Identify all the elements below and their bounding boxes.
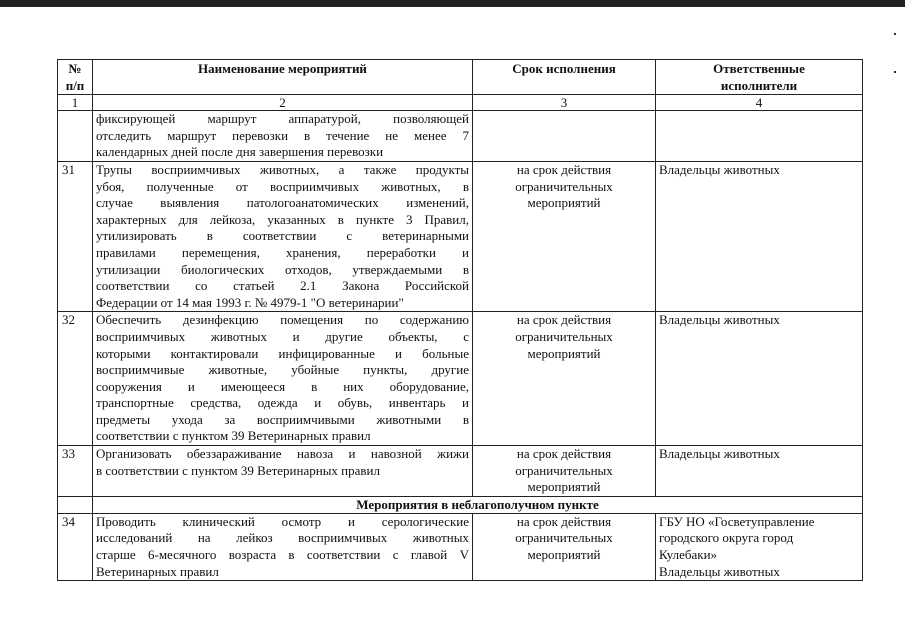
table-row (58, 312, 863, 446)
measure-name-cell (93, 446, 473, 497)
measure-name-line: Федерации от 14 мая 1993 г. № 4979-1 "О ветеринарии" (96, 294, 404, 310)
header-responsible: Ответственные исполнители (656, 60, 863, 95)
measure-name-cell (93, 111, 473, 162)
row-number: 31 (58, 161, 93, 311)
header-row (58, 60, 863, 95)
measure-name-line: утилизации биологических отходов, утверждаемыми в (96, 261, 469, 277)
header-name: Наименование мероприятий (93, 60, 473, 95)
table-row (58, 111, 863, 162)
measure-name-cell (93, 513, 473, 580)
section-number-cell (58, 496, 93, 513)
term-cell (473, 111, 656, 162)
table-row (58, 513, 863, 580)
term-cell (473, 513, 656, 580)
responsible-line: ГБУ НО «Госветуправление (659, 513, 815, 529)
measure-name-line: Трупы восприимчивых животных, а также продукты (96, 161, 469, 177)
term-line: ограничительных (515, 328, 613, 344)
column-index: 2 (93, 95, 473, 111)
scan-speck (894, 33, 896, 35)
measure-name-cell (93, 161, 473, 311)
column-index: 4 (656, 95, 863, 111)
row-number: 32 (58, 312, 93, 446)
measure-name-line: календарных дней после дня завершения перевозки (96, 144, 384, 160)
responsible-cell (656, 312, 863, 446)
measure-name-line: отследить маршрут перевозки в течение не менее 7 (96, 127, 469, 143)
term-line: ограничительных (515, 530, 613, 546)
responsible-line: Владельцы животных (659, 563, 780, 579)
term-line: мероприятий (527, 195, 601, 211)
column-index-row (58, 95, 863, 111)
responsible-cell (656, 446, 863, 497)
row-number: 34 (58, 513, 93, 580)
term-line: мероприятий (527, 345, 601, 361)
responsible-line: Владельцы животных (659, 161, 780, 177)
measure-name-line: утилизировать в соответствии с ветеринарными (96, 228, 469, 244)
measure-name-line: восприимчивые животные, убойные пункты, другие (96, 362, 469, 378)
column-index: 1 (58, 95, 93, 111)
column-index: 3 (473, 95, 656, 111)
header-number: № п/п (58, 60, 93, 95)
measure-name-line: убоя, полученные от восприимчивых животных, в (96, 178, 469, 194)
term-cell (473, 312, 656, 446)
term-line: мероприятий (527, 547, 601, 563)
measure-name-line: исследований на лейкоз восприимчивых животных (96, 530, 469, 546)
section-row (58, 496, 863, 513)
term-cell (473, 446, 656, 497)
responsible-cell (656, 161, 863, 311)
measure-name-line: случае выявления патологоанатомических изменений, (96, 195, 469, 211)
responsible-cell (656, 111, 863, 162)
row-number (58, 111, 93, 162)
term-line: на срок действия (516, 161, 612, 177)
measure-name-line: Ветеринарных правил (96, 563, 219, 579)
measure-name-cell (93, 312, 473, 446)
measure-name-line: предметы ухода за восприимчивыми животными в (96, 411, 469, 427)
responsible-line: Владельцы животных (659, 446, 780, 462)
measure-name-line: соответствии с пунктом 39 Ветеринарных правил (96, 428, 371, 444)
header-term: Срок исполнения (473, 60, 656, 95)
term-line: ограничительных (515, 462, 613, 478)
measure-name-line: соответствии со статьей 2.1 Закона Российской (96, 278, 469, 294)
responsible-cell (656, 513, 863, 580)
table-row (58, 161, 863, 311)
term-line: на срок действия (516, 312, 612, 328)
measure-name-line: Организовать обеззараживание навоза и навозной жижи (96, 446, 469, 462)
term-cell (473, 161, 656, 311)
measure-name-line: которыми контактировали инфицированные и больные (96, 345, 469, 361)
measures-table (57, 59, 863, 581)
top-border-rule (0, 0, 905, 7)
term-line: на срок действия (516, 446, 612, 462)
measure-name-line: Обеспечить дезинфекцию помещения по содержанию (96, 312, 469, 328)
scan-speck (894, 71, 896, 73)
term-line: на срок действия (516, 513, 612, 529)
measure-name-line: в соответствии с пунктом 39 Ветеринарных правил (96, 462, 380, 478)
responsible-line: городского округа город (659, 530, 794, 546)
term-line: мероприятий (527, 479, 601, 495)
measure-name-line: восприимчивых животных и другие объекты, с (96, 328, 469, 344)
measure-name-line: сооружения и имеющееся в них оборудование, (96, 378, 469, 394)
measure-name-line: фиксирующей маршрут аппаратурой, позволяющей (96, 111, 469, 127)
row-number: 33 (58, 446, 93, 497)
responsible-line: Кулебаки» (659, 547, 718, 563)
measure-name-line: транспортные средства, одежда и обувь, инвентарь и (96, 395, 469, 411)
measure-name-line: Проводить клинический осмотр и серологические (96, 513, 469, 529)
section-title: Мероприятия в неблагополучном пункте (93, 496, 863, 513)
measure-name-line: старше 6-месячного возраста в соответствии с главой V (96, 547, 469, 563)
responsible-line: Владельцы животных (659, 312, 780, 328)
measure-name-line: правилами перемещения, хранения, переработки и (96, 244, 469, 260)
term-line: ограничительных (515, 178, 613, 194)
measure-name-line: характерных для лейкоза, указанных в пункте 3 Правил, (96, 211, 469, 227)
table-row (58, 446, 863, 497)
